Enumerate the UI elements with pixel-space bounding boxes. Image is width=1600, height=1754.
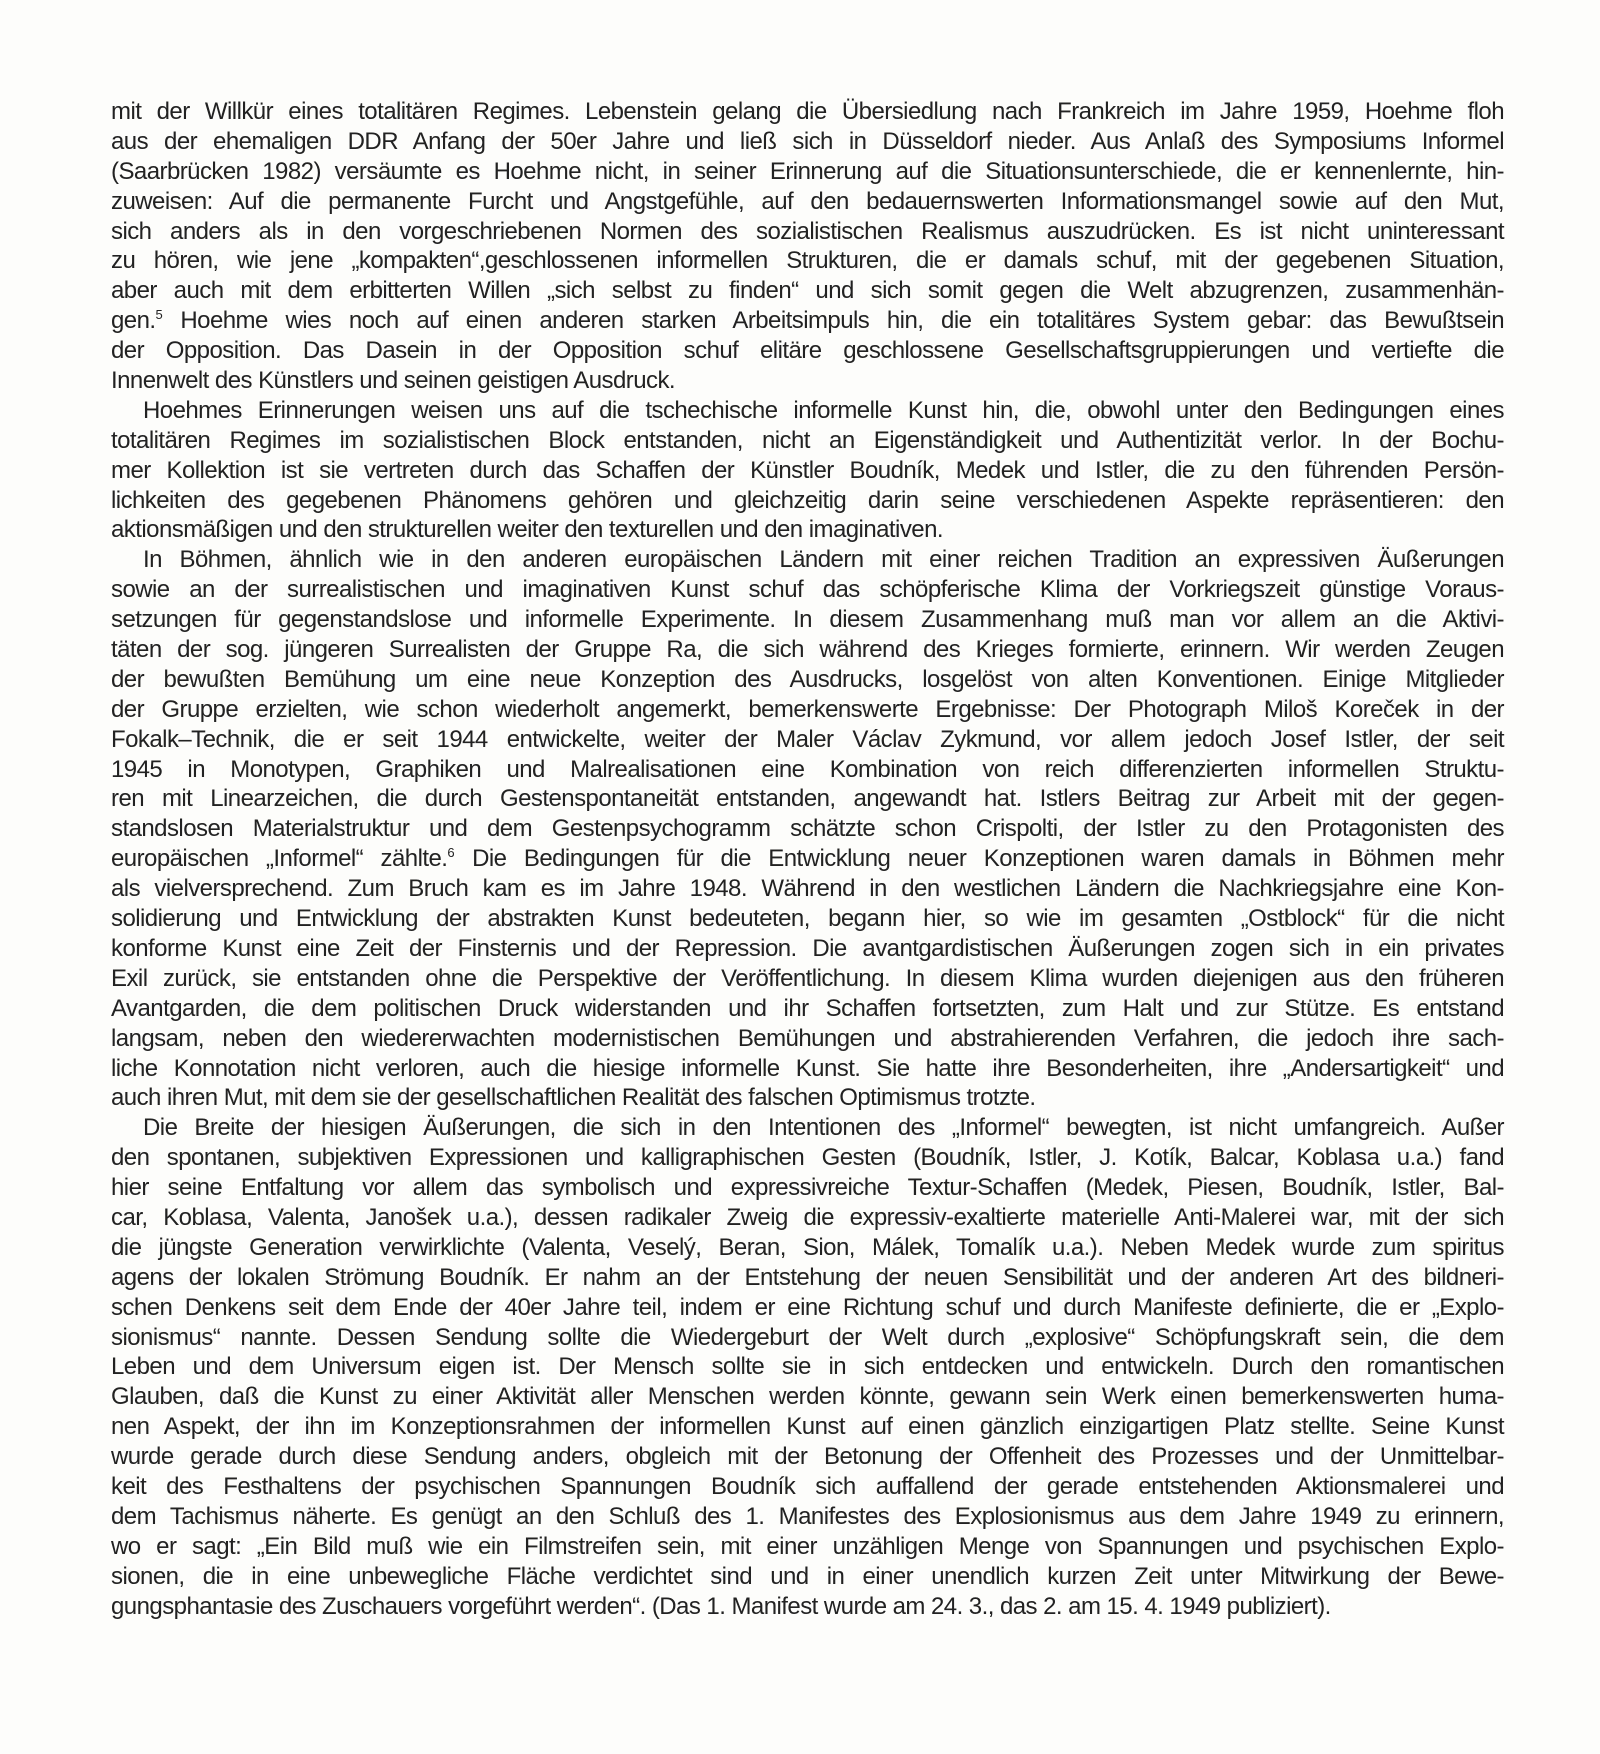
line-text: nen Aspekt, der ihn im Konzeptionsrahmen der informellen Kunst auf einen gänzlich einzigartigen Platz stellte. Seine Kunst (111, 1413, 1504, 1441)
line-text: agens der lokalen Strömung Boudník. Er nahm an der Entstehung der neuen Sensibilität und der anderen Art des bildneri- (111, 1263, 1504, 1291)
text-line (111, 665, 1504, 695)
text-line (111, 1472, 1504, 1502)
line-text: aktionsmäßigen und den strukturellen weiter den texturellen und den imaginativen. (111, 516, 943, 544)
line-text: sionismus“ nannte. Dessen Sendung sollte die Wiedergeburt der Welt durch „explosive“ Schöpfungskraft sein, die dem (111, 1323, 1504, 1351)
line-text: liche Konnotation nicht verloren, auch die hiesige informelle Kunst. Sie hatte ihre Besonderheiten, ihre „Andersartigkeit“ und (111, 1054, 1504, 1082)
text-line (111, 575, 1504, 605)
text-line (111, 127, 1504, 157)
text-line (111, 1592, 1504, 1622)
text-line (111, 456, 1504, 486)
line-text: Die Breite der hiesigen Äußerungen, die sich in den Intentionen des „Informel“ bewegten, ist nicht umfangreich. Außer (143, 1114, 1504, 1142)
text-line (111, 635, 1504, 665)
line-text: wo er sagt: „Ein Bild muß wie ein Filmstreifen sein, mit einer unzähligen Menge von Spannungen und psychischen Explo- (111, 1532, 1504, 1560)
line-text: der bewußten Bemühung um eine neue Konzeption des Ausdrucks, losgelöst von alten Konventionen. Einige Mitglieder (111, 665, 1504, 693)
text-line (111, 934, 1504, 964)
text-line (111, 1502, 1504, 1532)
text-line (111, 1263, 1504, 1293)
line-text: In Böhmen, ähnlich wie in den anderen europäischen Ländern mit einer reichen Tradition an expressiven Äußerungen (143, 546, 1504, 574)
text-line (111, 1352, 1504, 1382)
text-line (111, 396, 1504, 426)
text-line (111, 1024, 1504, 1054)
line-text: mer Kollektion ist sie vertreten durch das Schaffen der Künstler Boudník, Medek und Istler, die zu den führenden Persön- (111, 456, 1504, 484)
line-text: der Gruppe erzielten, wie schon wiederholt angemerkt, bemerkenswerte Ergebnisse: Der Photograph Miloš Koreček in der (111, 695, 1504, 723)
text-line (111, 1382, 1504, 1412)
text-line (111, 217, 1504, 247)
line-text: mit der Willkür eines totalitären Regimes. Lebenstein gelang die Übersiedlung nach Frankreich im Jahre 1959, Hoehme floh (111, 98, 1504, 125)
text-line (111, 1412, 1504, 1442)
text-line (111, 1293, 1504, 1323)
text-line (111, 1113, 1504, 1143)
line-text: totalitären Regimes im sozialistischen Block entstanden, nicht an Eigenständigkeit und Authentizität verlor. In der Bochu- (111, 426, 1504, 454)
text-line (111, 1203, 1504, 1233)
text-line (111, 814, 1504, 844)
text-line (111, 964, 1504, 994)
text-line (111, 844, 1504, 874)
line-text: Glauben, daß die Kunst zu einer Aktivität aller Menschen werden könnte, gewann sein Werk einen bemerkenswerten huma- (111, 1383, 1504, 1411)
line-text: auch ihren Mut, mit dem sie der gesellschaftlichen Realität des falschen Optimismus trotzte. (111, 1084, 1036, 1112)
text-line (111, 486, 1504, 516)
text-line (111, 336, 1504, 366)
line-text: dem Tachismus näherte. Es genügt an den Schluß des 1. Manifestes des Explosionismus aus dem Jahre 1949 zu erinnern, (111, 1502, 1504, 1530)
text-line (111, 1323, 1504, 1353)
text-line (111, 276, 1504, 306)
text-line (111, 246, 1504, 276)
body-text (111, 97, 1504, 1621)
line-text: zu hören, wie jene „kompakten“,geschlossenen informellen Strukturen, die er damals schuf, mit der gegebenen Situation, (111, 247, 1504, 275)
line-text-continued: Hoehme wies noch auf einen anderen starken Arbeitsimpuls hin, die ein totalitäres System gebar: das Bewußtsein (162, 307, 1504, 335)
line-text: den spontanen, subjektiven Expressionen und kalligraphischen Gesten (Boudník, Istler, J. Kotík, Balcar, Koblasa u.a.) fand (111, 1144, 1504, 1172)
text-line (111, 187, 1504, 217)
line-text: ren mit Linearzeichen, die durch Gestenspontaneität entstanden, angewandt hat. Istlers Beitrag zur Arbeit mit der gegen- (111, 785, 1504, 813)
line-text: als vielversprechend. Zum Bruch kam es im Jahre 1948. Während in den westlichen Ländern die Nachkriegsjahre eine Kon- (111, 875, 1504, 903)
line-text: sionen, die in eine unbewegliche Fläche verdichtet sind und in einer unendlich kurzen Zeit unter Mitwirkung der Bewe- (111, 1562, 1504, 1590)
text-line (111, 426, 1504, 456)
line-text: gungsphantasie des Zuschauers vorgeführt werden“. (Das 1. Manifest wurde am 24. 3., das 2. am 15. 4. 1949 publiziert). (111, 1592, 1331, 1620)
line-text: lichkeiten des gegebenen Phänomens gehören und gleichzeitig darin seine verschiedenen Aspekte repräsentieren: den (111, 486, 1504, 514)
text-line (111, 515, 1504, 545)
text-line (111, 1233, 1504, 1263)
text-line (111, 874, 1504, 904)
line-text-continued: Die Bedingungen für die Entwicklung neuer Konzeptionen waren damals in Böhmen mehr (454, 845, 1504, 873)
paragraph (111, 545, 1504, 1113)
text-line (111, 1562, 1504, 1592)
text-line (111, 1083, 1504, 1113)
text-line (111, 1173, 1504, 1203)
text-line (111, 306, 1504, 336)
line-text: Fokalk–Technik, die er seit 1944 entwickelte, weiter der Maler Václav Zykmund, vor allem jedoch Josef Istler, der seit (111, 725, 1504, 753)
line-text: solidierung und Entwicklung der abstrakten Kunst bedeuteten, begann hier, so wie im gesamten „Ostblock“ für die nicht (111, 905, 1504, 933)
line-text: car, Koblasa, Valenta, Janošek u.a.), dessen radikaler Zweig die expressiv-exaltierte materielle Anti-Malerei war, mit der sich (111, 1203, 1504, 1231)
text-line (111, 1054, 1504, 1084)
line-text: 1945 in Monotypen, Graphiken und Malrealisationen eine Kombination von reich differenzierten informellen Struktu- (111, 755, 1504, 783)
line-text: europäischen „Informel“ zählte. (111, 845, 448, 873)
line-text: setzungen für gegenstandslose und informelle Experimente. In diesem Zusammenhang muß man vor allem an die Aktivi- (111, 606, 1504, 634)
line-text: Avantgarden, die dem politischen Druck widerstanden und ihr Schaffen fortsetzten, zum Halt und zur Stütze. Es entstand (111, 994, 1504, 1022)
text-line (111, 157, 1504, 187)
text-line (111, 994, 1504, 1024)
text-line (111, 695, 1504, 725)
line-text: Hoehmes Erinnerungen weisen uns auf die tschechische informelle Kunst hin, die, obwohl unter den Bedingungen eines (143, 396, 1504, 424)
line-text: hier seine Entfaltung vor allem das symbolisch und expressivreiche Textur-Schaffen (Medek, Piesen, Boudník, Istler, Bal- (111, 1174, 1504, 1202)
paragraph (111, 396, 1504, 545)
line-text: sowie an der surrealistischen und imaginativen Kunst schuf das schöpferische Klima der Vorkriegszeit günstige Voraus- (111, 576, 1504, 604)
text-line (111, 366, 1504, 396)
footnote-marker: 5 (155, 307, 163, 323)
paragraph (111, 97, 1504, 396)
line-text: zuweisen: Auf die permanente Furcht und Angstgefühle, auf den bedauernswerten Informationsmangel sowie auf den Mut, (111, 187, 1504, 215)
line-text: Leben und dem Universum eigen ist. Der Mensch sollte sie in sich entdecken und entwickeln. Durch den romantischen (111, 1353, 1504, 1381)
line-text: täten der sog. jüngeren Surrealisten der Gruppe Ra, die sich während des Krieges formierte, erinnern. Wir werden Zeugen (111, 636, 1504, 664)
paragraph (111, 1113, 1504, 1621)
text-line (111, 784, 1504, 814)
line-text: gen. (111, 307, 156, 335)
line-text: konforme Kunst eine Zeit der Finsternis und der Repression. Die avantgardistischen Äußerungen zogen sich in ein privates (111, 934, 1504, 962)
text-line (111, 904, 1504, 934)
line-text: standslosen Materialstruktur und dem Gestenpsychogramm schätzte schon Crispolti, der Istler zu den Protagonisten des (111, 815, 1504, 843)
line-text: aus der ehemaligen DDR Anfang der 50er Jahre und ließ sich in Düsseldorf nieder. Aus Anlaß des Symposiums Informel (111, 127, 1504, 155)
text-line (111, 97, 1504, 127)
text-line (111, 725, 1504, 755)
text-line (111, 1143, 1504, 1173)
line-text: der Opposition. Das Dasein in der Opposition schuf elitäre geschlossene Gesellschaftsgruppierungen und vertiefte die (111, 337, 1504, 365)
text-line (111, 1532, 1504, 1562)
line-text: schen Denkens seit dem Ende der 40er Jahre teil, indem er eine Richtung schuf und durch Manifeste definierte, die er „Explo- (111, 1293, 1504, 1321)
text-line (111, 605, 1504, 635)
line-text: keit des Festhaltens der psychischen Spannungen Boudník sich auffallend der gerade entstehenden Aktionsmalerei und (111, 1472, 1504, 1500)
line-text: langsam, neben den wiedererwachten modernistischen Bemühungen und abstrahierenden Verfahren, die jedoch ihre sach- (111, 1024, 1504, 1052)
line-text: Exil zurück, sie entstanden ohne die Perspektive der Veröffentlichung. In diesem Klima wurden diejenigen aus den früheren (111, 964, 1504, 992)
line-text: wurde gerade durch diese Sendung anders, obgleich mit der Betonung der Offenheit des Prozesses und der Unmittelbar- (111, 1443, 1504, 1471)
line-text: Innenwelt des Künstlers und seinen geistigen Ausdruck. (111, 367, 676, 395)
text-line (111, 755, 1504, 785)
footnote-marker: 6 (447, 845, 455, 861)
line-text: aber auch mit dem erbitterten Willen „sich selbst zu finden“ und sich somit gegen die Welt abzugrenzen, zusammenhän- (111, 277, 1504, 305)
text-line (111, 545, 1504, 575)
line-text: sich anders als in den vorgeschriebenen Normen des sozialistischen Realismus auszudrücken. Es ist nicht uninteressant (111, 217, 1504, 245)
line-text: (Saarbrücken 1982) versäumte es Hoehme nicht, in seiner Erinnerung auf die Situationsunterschiede, die er kennenlernte, hin- (111, 157, 1504, 185)
text-line (111, 1442, 1504, 1472)
line-text: die jüngste Generation verwirklichte (Valenta, Veselý, Beran, Sion, Málek, Tomalík u.a.). Neben Medek wurde zum spiritus (111, 1233, 1504, 1261)
